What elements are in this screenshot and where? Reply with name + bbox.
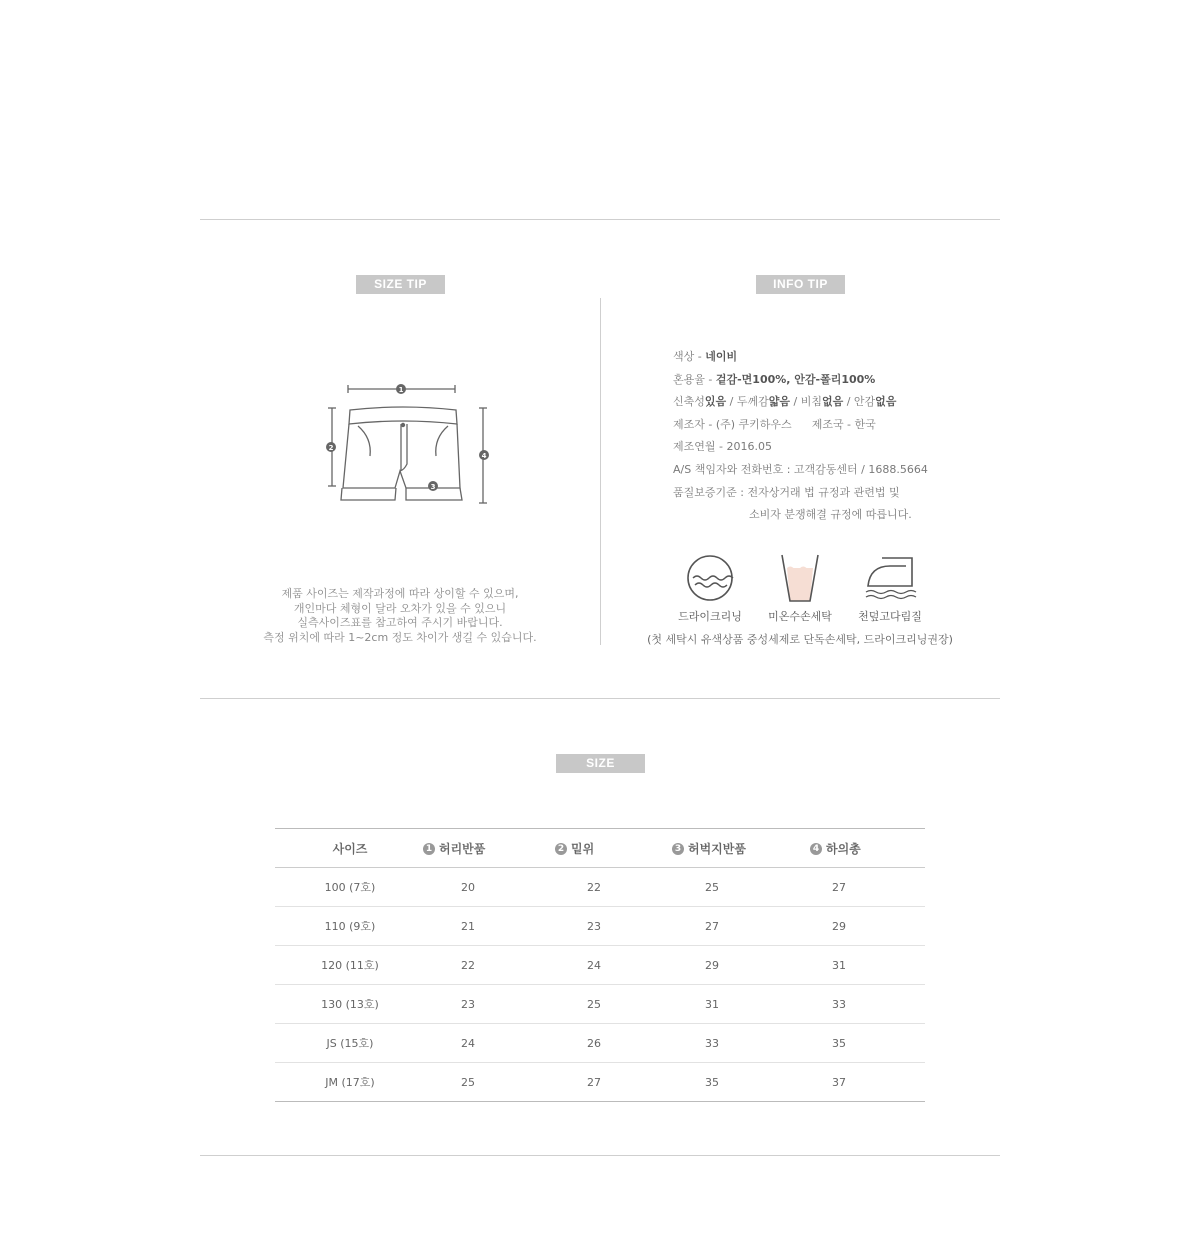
value-cell: 21 (425, 907, 555, 946)
size-note-line: 실측사이즈표를 참고하여 주시기 바랍니다. (297, 616, 503, 629)
size-note-line: 측정 위치에 따라 1~2cm 정도 차이가 생길 수 있습니다. (263, 630, 537, 644)
bottom-divider (200, 1155, 1000, 1156)
header-rise: 2 밑위 (555, 829, 670, 868)
value-cell: 29 (810, 907, 925, 946)
size-cell: 110 (9호) (275, 907, 425, 946)
care-label: 천덮고다림질 (858, 610, 922, 623)
care-hand-wash (755, 552, 845, 624)
value-cell: 25 (555, 985, 670, 1024)
size-tag: SIZE (556, 754, 645, 773)
info-date: 제조연월 - 2016.05 (673, 440, 772, 454)
value-cell: 35 (670, 1063, 810, 1102)
value-cell: 33 (670, 1024, 810, 1063)
info-blend: 혼용율 - 겉감-면100%, 안감-폴리100% (673, 372, 876, 386)
value-cell: 22 (425, 946, 555, 985)
size-table-header (275, 829, 925, 868)
size-note-line: 제품 사이즈는 제작과정에 따라 상이할 수 있으며, (281, 587, 519, 600)
value-cell: 27 (555, 1063, 670, 1102)
table-row (275, 1063, 925, 1102)
info-as-contact: A/S 책임자와 전화번호 : 고객감동센터 / 1688.5664 (673, 462, 928, 476)
table-row (275, 1024, 925, 1063)
dry-clean-icon (685, 552, 735, 604)
middle-divider (200, 698, 1000, 699)
table-row (275, 868, 925, 907)
header-length: 4 하의총 (810, 829, 925, 868)
shorts-measurement-diagram (320, 378, 495, 508)
value-cell: 31 (810, 946, 925, 985)
value-cell: 35 (810, 1024, 925, 1063)
care-iron (845, 552, 935, 624)
measure-number-4: 4 (810, 843, 822, 855)
size-note-line: 개인마다 체형이 달라 오차가 있을 수 있으니 (293, 601, 507, 615)
table-row (275, 985, 925, 1024)
value-cell: 31 (670, 985, 810, 1024)
size-cell: 120 (11호) (275, 946, 425, 985)
value-cell: 22 (555, 868, 670, 907)
info-warranty: 품질보증기준 : 전자상거래 법 규정과 관련법 및 (673, 485, 900, 499)
header-thigh: 3 허벅지반품 (670, 829, 810, 868)
size-tip-tag: SIZE TIP (356, 275, 445, 294)
size-cell: JS (15호) (275, 1024, 425, 1063)
value-cell: 24 (425, 1024, 555, 1063)
size-cell: 100 (7호) (275, 868, 425, 907)
header-size: 사이즈 (275, 829, 425, 868)
value-cell: 37 (810, 1063, 925, 1102)
info-warranty-cont: 소비자 분쟁해결 규정에 따릅니다. (749, 508, 912, 522)
header-waist: 1 허리반품 (425, 829, 555, 868)
care-dry-clean (665, 552, 755, 624)
info-tip-tag: INFO TIP (756, 275, 845, 294)
table-row (275, 946, 925, 985)
size-table (275, 828, 925, 1102)
svg-text:4: 4 (481, 452, 487, 460)
svg-text:3: 3 (430, 483, 436, 491)
top-divider (200, 219, 1000, 220)
value-cell: 20 (425, 868, 555, 907)
measure-marker-4 (479, 450, 489, 460)
value-cell: 33 (810, 985, 925, 1024)
measure-marker-2 (326, 442, 336, 452)
value-cell: 23 (425, 985, 555, 1024)
info-maker: 제조자 - (주) 쿠키하우스 제조국 - 한국 (673, 417, 876, 431)
measure-number-1: 1 (423, 843, 435, 855)
value-cell: 24 (555, 946, 670, 985)
value-cell: 26 (555, 1024, 670, 1063)
measure-marker-1 (396, 384, 406, 394)
size-tip-notes (240, 587, 560, 645)
info-color: 색상 - 네이비 (673, 350, 738, 363)
lukewarm-hand-wash-icon (775, 552, 825, 604)
column-divider (600, 298, 601, 645)
value-cell: 27 (810, 868, 925, 907)
table-row (275, 907, 925, 946)
value-cell: 25 (425, 1063, 555, 1102)
size-cell: JM (17호) (275, 1063, 425, 1102)
measure-number-3: 3 (672, 843, 684, 855)
svg-text:1: 1 (398, 386, 404, 394)
care-label: 드라이크리닝 (678, 610, 742, 623)
product-info (673, 348, 928, 524)
info-properties: 신축성있음 / 두께감얇음 / 비침없음 / 안감없음 (673, 395, 897, 409)
measure-number-2: 2 (555, 843, 567, 855)
value-cell: 27 (670, 907, 810, 946)
value-cell: 23 (555, 907, 670, 946)
value-cell: 29 (670, 946, 810, 985)
care-note: (첫 세탁시 유색상품 중성세제로 단독손세탁, 드라이크리닝권장) (647, 633, 953, 646)
care-label: 미온수손세탁 (768, 610, 832, 623)
iron-with-cloth-icon (862, 552, 918, 604)
svg-text:2: 2 (328, 444, 334, 452)
measure-marker-3 (428, 481, 438, 491)
size-cell: 130 (13호) (275, 985, 425, 1024)
value-cell: 25 (670, 868, 810, 907)
